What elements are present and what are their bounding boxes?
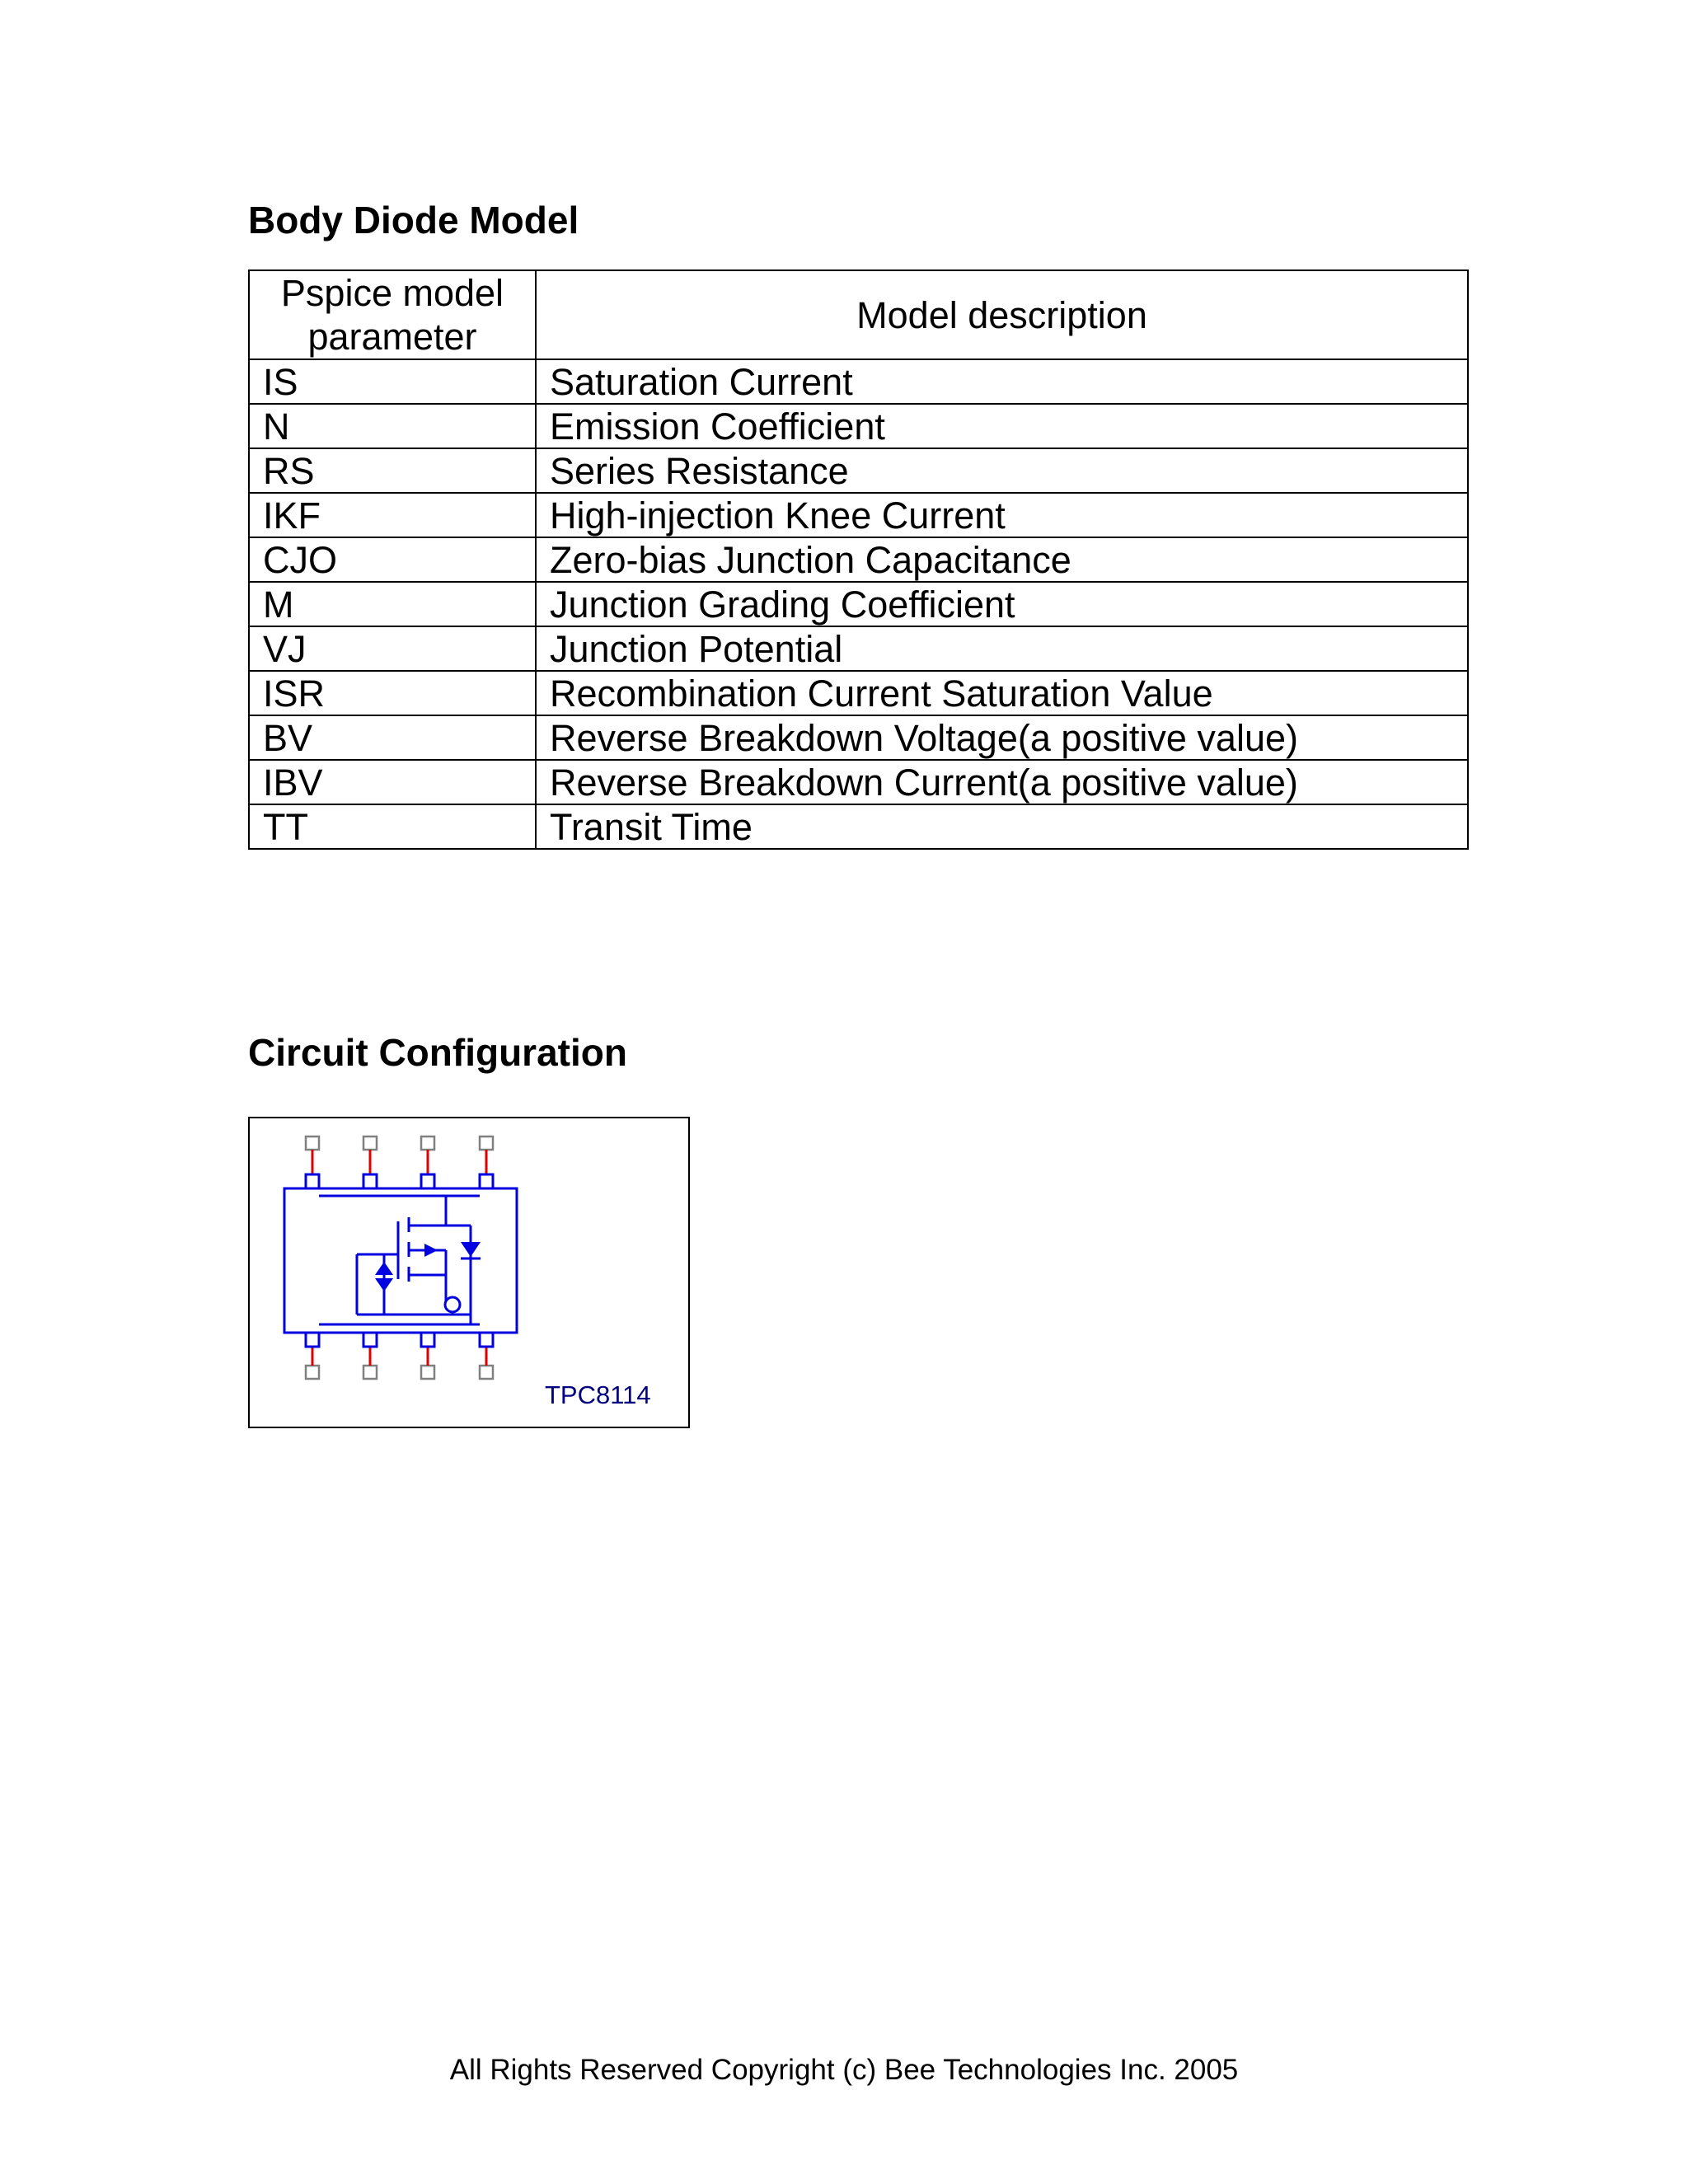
param-cell: IS bbox=[249, 359, 536, 404]
bottom-leads bbox=[312, 1343, 486, 1366]
description-cell: Saturation Current bbox=[536, 359, 1468, 404]
description-cell: High-injection Knee Current bbox=[536, 493, 1468, 537]
param-cell: M bbox=[249, 582, 536, 626]
description-cell: Recombination Current Saturation Value bbox=[536, 671, 1468, 715]
table-row bbox=[249, 359, 1468, 404]
param-cell: ISR bbox=[249, 671, 536, 715]
table-row bbox=[249, 448, 1468, 493]
table-row bbox=[249, 493, 1468, 537]
body-diode-icon bbox=[461, 1242, 481, 1257]
part-number-label: TPC8114 bbox=[545, 1380, 651, 1409]
bottom-pins bbox=[306, 1366, 493, 1379]
param-cell: VJ bbox=[249, 626, 536, 671]
pin-5-terminal bbox=[480, 1137, 493, 1150]
pin-6-terminal bbox=[421, 1137, 434, 1150]
description-cell: Reverse Breakdown Voltage(a positive value) bbox=[536, 715, 1468, 760]
section-title-body-diode: Body Diode Model bbox=[248, 199, 579, 241]
package-outline bbox=[284, 1174, 517, 1347]
table-row bbox=[249, 582, 1468, 626]
param-cell: RS bbox=[249, 448, 536, 493]
top-leads bbox=[312, 1150, 486, 1174]
pin-8-terminal bbox=[306, 1137, 319, 1150]
channel-arrow-icon bbox=[424, 1244, 438, 1257]
pin-7-terminal bbox=[363, 1137, 377, 1150]
pin-1-terminal bbox=[306, 1366, 319, 1379]
param-cell: IKF bbox=[249, 493, 536, 537]
table-row bbox=[249, 804, 1468, 849]
table-row bbox=[249, 715, 1468, 760]
table-row bbox=[249, 671, 1468, 715]
body-diode-parameter-table bbox=[248, 269, 1469, 850]
substrate-node-icon bbox=[445, 1297, 460, 1312]
column-header-description: Model description bbox=[536, 270, 1468, 359]
table-row bbox=[249, 626, 1468, 671]
description-cell: Reverse Breakdown Current(a positive value) bbox=[536, 760, 1468, 804]
table-row bbox=[249, 537, 1468, 582]
circuit-configuration-figure bbox=[248, 1117, 690, 1428]
description-cell: Zero-bias Junction Capacitance bbox=[536, 537, 1468, 582]
table-header-row bbox=[249, 270, 1468, 359]
param-cell: TT bbox=[249, 804, 536, 849]
param-cell: CJO bbox=[249, 537, 536, 582]
description-cell: Emission Coefficient bbox=[536, 404, 1468, 448]
pin-4-terminal bbox=[480, 1366, 493, 1379]
column-header-parameter: Pspice model parameter bbox=[249, 270, 536, 359]
param-cell: IBV bbox=[249, 760, 536, 804]
top-pins bbox=[306, 1137, 493, 1150]
section-title-circuit-configuration: Circuit Configuration bbox=[248, 1031, 627, 1074]
description-cell: Transit Time bbox=[536, 804, 1468, 849]
param-cell: N bbox=[249, 404, 536, 448]
table-row bbox=[249, 404, 1468, 448]
param-cell: BV bbox=[249, 715, 536, 760]
description-cell: Series Resistance bbox=[536, 448, 1468, 493]
zener-diode-icon-lower bbox=[375, 1278, 393, 1291]
copyright-footer: All Rights Reserved Copyright (c) Bee Technologies Inc. 2005 bbox=[449, 2054, 1239, 2086]
pin-2-terminal bbox=[363, 1366, 377, 1379]
description-cell: Junction Potential bbox=[536, 626, 1468, 671]
pin-3-terminal bbox=[421, 1366, 434, 1379]
table-row bbox=[249, 760, 1468, 804]
zener-diode-icon bbox=[375, 1262, 393, 1275]
description-cell: Junction Grading Coefficient bbox=[536, 582, 1468, 626]
